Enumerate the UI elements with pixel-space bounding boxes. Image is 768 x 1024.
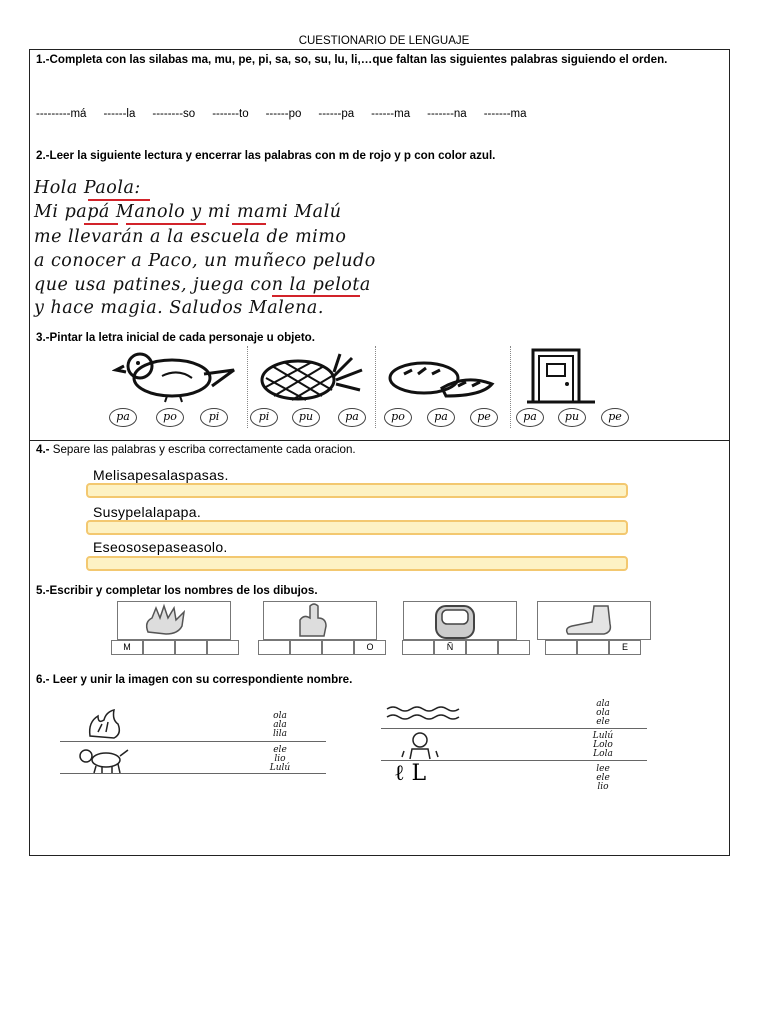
bird-picture <box>112 346 238 404</box>
blank-word[interactable]: ------ma <box>371 108 411 120</box>
letter-box[interactable]: Ñ <box>434 640 466 655</box>
reading-line: me llevarán a la escuela de mimo <box>34 227 347 247</box>
syllable-circle[interactable]: po <box>156 408 184 427</box>
pineapple-picture <box>258 352 364 402</box>
syllable-circle[interactable]: pa <box>427 408 455 427</box>
word-option[interactable]: lila <box>272 729 287 739</box>
syllable-circle[interactable]: pa <box>516 408 544 427</box>
nail-picture <box>403 601 517 640</box>
row-divider <box>60 741 326 742</box>
blank-word[interactable]: ------la <box>103 108 136 120</box>
syllable-blanks <box>36 108 636 120</box>
word-option[interactable]: ala <box>596 699 610 709</box>
red-underline <box>232 223 266 225</box>
answer-line[interactable] <box>86 520 628 535</box>
blank-word[interactable]: ------po <box>265 108 302 120</box>
letter-box[interactable] <box>290 640 322 655</box>
question-6: 6.- Leer y unir la imagen con su correspondiente nombre. <box>36 673 353 686</box>
joined-sentence: Eseososepaseasolo. <box>93 539 228 555</box>
syllable-circle[interactable]: pe <box>601 408 629 427</box>
blank-word[interactable]: -------to <box>212 108 249 120</box>
red-underline <box>126 223 206 225</box>
letter-box[interactable] <box>545 640 577 655</box>
answer-line[interactable] <box>86 483 628 498</box>
letter-box[interactable] <box>258 640 290 655</box>
foot-picture <box>537 601 651 640</box>
section-divider <box>29 440 730 441</box>
divider <box>375 346 376 428</box>
dog-drawing <box>72 744 132 774</box>
blank-word[interactable]: --------so <box>152 108 196 120</box>
letter-box[interactable] <box>175 640 207 655</box>
door-picture <box>525 346 605 404</box>
child-drawing <box>398 731 448 761</box>
finger-picture <box>263 601 377 640</box>
syllable-circle[interactable]: pi <box>200 408 228 427</box>
word-option[interactable]: lio <box>597 782 609 792</box>
letter-box[interactable] <box>498 640 530 655</box>
letter-box[interactable] <box>207 640 239 655</box>
question-5: 5.-Escribir y completar los nombres de los dibujos. <box>36 584 318 597</box>
word-option[interactable]: ala <box>273 720 287 730</box>
question-4-number: 4.- <box>36 443 50 456</box>
word-option[interactable]: ola <box>596 708 610 718</box>
waves-drawing <box>385 703 465 723</box>
joined-sentence: Susypelalapapa. <box>93 504 202 520</box>
bread-picture <box>386 358 496 398</box>
word-option[interactable]: Lola <box>593 749 613 759</box>
letter-box[interactable]: O <box>354 640 386 655</box>
row-divider <box>60 773 326 774</box>
red-underline <box>88 199 150 201</box>
word-option[interactable]: Lulú <box>269 763 291 773</box>
question-1: 1.-Completa con las silabas ma, mu, pe, pi, sa, so, su, lu, li,…que faltan las siguientes palabras siguiendo el orden. <box>36 53 668 66</box>
letter-box[interactable]: E <box>609 640 641 655</box>
letter-box[interactable] <box>143 640 175 655</box>
syllable-circle[interactable]: pa <box>109 408 137 427</box>
letter-box[interactable] <box>402 640 434 655</box>
page-title: CUESTIONARIO DE LENGUAJE <box>298 35 470 47</box>
word-option[interactable]: ele <box>596 773 610 783</box>
question-2: 2.-Leer la siguiente lectura y encerrar las palabras con m de rojo y p con color azul. <box>36 149 496 162</box>
reading-line: Hola Paola: <box>34 178 141 198</box>
syllable-circle[interactable]: pe <box>470 408 498 427</box>
row-divider <box>381 728 647 729</box>
letter-box[interactable] <box>466 640 498 655</box>
blank-word[interactable]: -------ma <box>483 108 527 120</box>
word-option[interactable]: lio <box>274 754 286 764</box>
joined-sentence: Melisapesalaspasas. <box>93 467 229 483</box>
syllable-circle[interactable]: pa <box>338 408 366 427</box>
syllable-circle[interactable]: po <box>384 408 412 427</box>
red-underline <box>84 223 118 225</box>
word-option[interactable]: ele <box>273 745 287 755</box>
syllable-circle[interactable]: pu <box>292 408 320 427</box>
word-option[interactable]: ola <box>273 711 287 721</box>
hand-picture <box>117 601 231 640</box>
blank-word[interactable]: ------pa <box>318 108 355 120</box>
reading-line: Mi papá Manolo y mi mami Malú <box>34 202 342 222</box>
question-4 <box>36 443 356 457</box>
letter-box[interactable] <box>322 640 354 655</box>
blank-word[interactable]: ---------má <box>36 108 87 120</box>
syllable-circle[interactable]: pu <box>558 408 586 427</box>
syllable-circle[interactable]: pi <box>250 408 278 427</box>
red-underline <box>272 295 360 297</box>
reading-line: a conocer a Paco, un muñeco peludo <box>34 251 376 271</box>
word-option[interactable]: Lolo <box>593 740 613 750</box>
reading-line: que usa patines, juega con la pelota <box>34 275 371 295</box>
word-option[interactable]: Lulú <box>592 731 614 741</box>
divider <box>247 346 248 428</box>
letters-drawing: ℓ L <box>394 761 427 786</box>
fire-drawing <box>84 708 124 740</box>
letter-box[interactable] <box>577 640 609 655</box>
word-option[interactable]: ele <box>596 717 610 727</box>
question-4-text: Separe las palabras y escriba correctamente cada oracion. <box>49 443 356 456</box>
question-3: 3.-Pintar la letra inicial de cada personaje u objeto. <box>36 331 315 344</box>
answer-line[interactable] <box>86 556 628 571</box>
divider <box>510 346 511 428</box>
letter-box[interactable]: M <box>111 640 143 655</box>
reading-line: y hace magia. Saludos Malena. <box>34 298 324 318</box>
blank-word[interactable]: -------na <box>427 108 467 120</box>
word-option[interactable]: lee <box>596 764 610 774</box>
